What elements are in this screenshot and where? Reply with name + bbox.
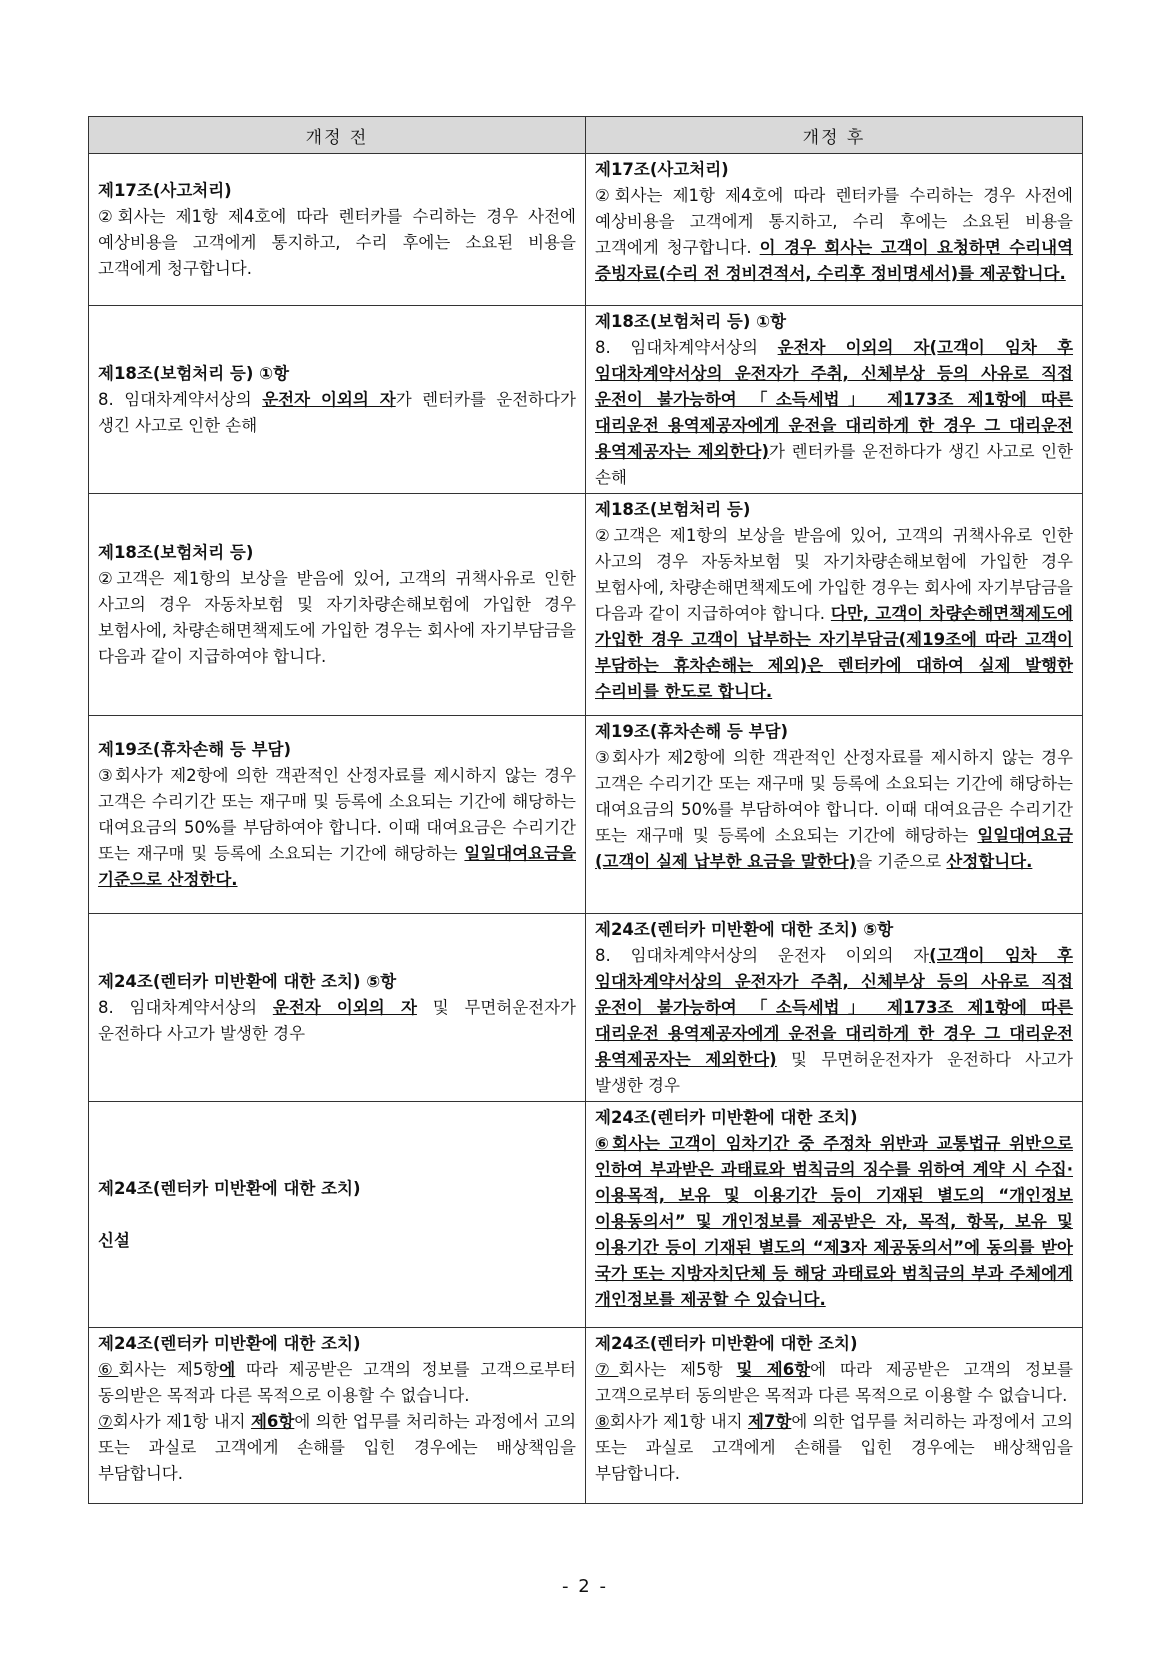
added-text: ⑥회사는 고객이 임차기간 중 주정차 위반과 교통법규 위반으로 인하여 부과받은 과태료와 범칙금의 징수를 위하여 계약 시 수집·이용목적, 보유 및 이용기간 등이 기재된 별도의 “개인정보 이용동의서” 및 개인정보를 제공받은 자, 목적, 항목, 보유 및 이용기간 등이 기재된 별도의 “제3자 제공동의서”에 동의를 받아 국가 또는 지방자치단체 등 해당 과태료와 범칙금의 부과 주체에게 개인정보를 제공할 수 있습니다. [595,1134,1073,1309]
table-row [89,1328,1083,1504]
clause-text: 8. 임대차계약서상의 운전자 이외의 자(고객이 임차 후 임대차계약서상의 운전자가 주취, 신체부상 등의 사유로 직접 운전이 불가능하여 「소득세법」 제173조 제1항에 따른 대리운전 용역제공자에게 운전을 대리하게 한 경우 그 대리운전 용역제공자는 제외한다) 및 무면허운전자가 운전하다 사고가 발생한 경우 [595,946,1073,1095]
article-title: 제24조(렌터카 미반환에 대한 조치) [595,1334,858,1353]
clause-text: ③회사가 제2항에 의한 객관적인 산정자료를 제시하지 않는 경우 고객은 수리기간 또는 재구매 및 등록에 소요되는 기간에 해당하는 대여요금의 50%를 부담하여야 합니다. 이때 대여요금은 수리기간 또는 재구매 및 등록에 소요되는 기간에 해당하는 일일대여요금(고객이 실제 납부한 요금을 말한다)을 기준으로 산정합니다. [595,748,1073,871]
clause-text: ⑧회사가 제1항 내지 제7항에 의한 업무를 처리하는 과정에서 고의 또는 과실로 고객에게 손해를 입힌 경우에는 배상책임을 부담합니다. [595,1412,1074,1483]
clause-text: ⑦회사는 제5항 및 제6항에 따라 제공받은 고객의 정보를 고객으로부터 동의받은 목적과 다른 목적으로 이용할 수 없습니다. [595,1360,1073,1405]
cell-before [89,716,586,914]
changed-text: 산정합니다. [946,852,1033,871]
clause-text: ②고객은 제1항의 보상을 받음에 있어, 고객의 귀책사유로 인한 사고의 경우 자동차보험 및 자기차량손해보험에 가입한 경우 보험사에, 차량손해면책제도에 가입한 경우는 회사에 자기부담금을 다음과 같이 지급하여야 합니다. [98,569,576,666]
clause-text: ②고객은 제1항의 보상을 받음에 있어, 고객의 귀책사유로 인한 사고의 경우 자동차보험 및 자기차량손해보험에 가입한 경우 보험사에, 차량손해면책제도에 가입한 경우는 회사에 자기부담금을 다음과 같이 지급하여야 합니다. 다만, 고객이 차량손해면책제도에 가입한 경우 고객이 납부하는 자기부담금(제19조에 따라 고객이 부담하는 휴차손해는 제외)은 렌터카에 대하여 실제 발행한 수리비를 한도로 합니다. [595,526,1073,701]
clause-text: ②회사는 제1항 제4호에 따라 렌터카를 수리하는 경우 사전에 예상비용을 고객에게 통지하고, 수리 후에는 소요된 비용을 고객에게 청구합니다. [98,207,576,278]
clause-text: ⑥회사는 제5항에 따라 제공받은 고객의 정보를 고객으로부터 동의받은 목적과 다른 목적으로 이용할 수 없습니다. [98,1360,576,1405]
clause-text: ②회사는 제1항 제4호에 따라 렌터카를 수리하는 경우 사전에 예상비용을 고객에게 통지하고, 수리 후에는 소요된 비용을 고객에게 청구합니다. 이 경우 회사는 고객이 요청하면 수리내역 증빙자료(수리 전 정비견적서, 수리후 정비명세서)를 제공합니다. [595,186,1074,283]
added-text: (고객이 임차 후 임대차계약서상의 운전자가 주취, 신체부상 등의 사유로 직접 운전이 불가능하여 「소득세법」 제173조 제1항에 따른 대리운전 용역제공자에게 운전을 대리하게 한 경우 그 대리운전 용역제공자는 제외한다) [595,338,1074,461]
article-title: 제24조(렌터카 미반환에 대한 조치) [98,1334,361,1353]
changed-text: 일일대여요금을 기준으로 산정한다. [98,844,576,889]
table-row [89,1102,1083,1328]
changed-text: ⑦ [98,1412,113,1431]
cell-after [586,914,1083,1102]
added-text: 이 경우 회사는 고객이 요청하면 수리내역 증빙자료(수리 전 정비견적서, 수리후 정비명세서)를 제공합니다. [595,238,1074,283]
clause-text: 8. 임대차계약서상의 운전자 이외의 자가 렌터카를 운전하다가 생긴 사고로 인한 손해 [98,390,576,435]
article-title: 제17조(사고처리) [595,160,729,179]
changed-text: ⑦ [595,1360,619,1379]
table-row [89,914,1083,1102]
article-title: 제19조(휴차손해 등 부담) [595,722,788,741]
article-title: 제24조(렌터카 미반환에 대한 조치) ⑤항 [98,972,397,991]
new-clause-note: 신설 [98,1231,130,1250]
cell-after [586,306,1083,494]
changed-text: 제6항 [250,1412,295,1431]
cell-before [89,914,586,1102]
article-title: 제18조(보험처리 등) ①항 [98,364,290,383]
article-title: 제18조(보험처리 등) [98,543,254,562]
header-after: 개정 후 [586,117,1083,154]
cell-after [586,154,1083,306]
changed-text: 운전자 이외의 자 [777,338,930,357]
cell-before [89,154,586,306]
clause-text: ③회사가 제2항에 의한 객관적인 산정자료를 제시하지 않는 경우 고객은 수리기간 또는 재구매 및 등록에 소요되는 기간에 해당하는 대여요금의 50%를 부담하여야 합니다. 이때 대여요금은 수리기간 또는 재구매 및 등록에 소요되는 기간에 해당하는 일일대여요금을 기준으로 산정한다. [98,766,576,889]
changed-text: ⑥ [98,1360,119,1379]
added-text: (고객이 임차 후 임대차계약서상의 운전자가 주취, 신체부상 등의 사유로 직접 운전이 불가능하여 「소득세법」 제173조 제1항에 따른 대리운전 용역제공자에게 운전을 대리하게 한 경우 그 대리운전 용역제공자는 제외한다) [595,946,1073,1069]
changed-text: ⑧ [595,1412,610,1431]
clause-text: ⑦회사가 제1항 내지 제6항에 의한 업무를 처리하는 과정에서 고의 또는 과실로 고객에게 손해를 입힌 경우에는 배상책임을 부담합니다. [98,1412,577,1483]
cell-before [89,494,586,716]
article-title: 제18조(보험처리 등) [595,500,751,519]
added-text: 다만, 고객이 차량손해면책제도에 가입한 경우 고객이 납부하는 자기부담금(제19조에 따라 고객이 부담하는 휴차손해는 제외)은 렌터카에 대하여 실제 발행한 수리비를 한도로 합니다. [595,604,1073,701]
article-title: 제18조(보험처리 등) ①항 [595,312,787,331]
clause-text: 8. 임대차계약서상의 운전자 이외의 자(고객이 임차 후 임대차계약서상의 운전자가 주취, 신체부상 등의 사유로 직접 운전이 불가능하여 「소득세법」 제173조 제1항에 따른 대리운전 용역제공자에게 운전을 대리하게 한 경우 그 대리운전 용역제공자는 제외한다)가 렌터카를 운전하다가 생긴 사고로 인한 손해 [595,338,1074,487]
table-row [89,494,1083,716]
cell-before [89,1328,586,1504]
page-number: - 2 - [562,1576,608,1597]
article-title: 제17조(사고처리) [98,181,232,200]
changed-text: 일일대여요금(고객이 실제 납부한 요금을 말한다) [595,826,1073,871]
header-before: 개정 전 [89,117,586,154]
article-title: 제19조(휴차손해 등 부담) [98,740,291,759]
table-row [89,716,1083,914]
table-row [89,154,1083,306]
clause-text: 8. 임대차계약서상의 운전자 이외의 자 및 무면허운전자가 운전하다 사고가 발생한 경우 [98,998,576,1043]
changed-text: 운전자 이외의 자 [272,998,417,1017]
changed-text: 운전자 이외의 자 [262,390,396,409]
cell-before [89,306,586,494]
table-header-row [89,117,1083,154]
changed-text: 에 [219,1360,236,1379]
changed-text: 제7항 [747,1412,792,1431]
table-row [89,306,1083,494]
article-title: 제24조(렌터카 미반환에 대한 조치) [595,1108,858,1127]
article-title: 제24조(렌터카 미반환에 대한 조치) ⑤항 [595,920,894,939]
cell-after [586,494,1083,716]
article-title: 제24조(렌터카 미반환에 대한 조치) [98,1179,361,1198]
cell-after [586,716,1083,914]
changed-text: 및 제6항 [736,1360,811,1379]
revision-comparison-table [88,116,1083,1504]
cell-before [89,1102,586,1328]
cell-after [586,1328,1083,1504]
cell-after [586,1102,1083,1328]
